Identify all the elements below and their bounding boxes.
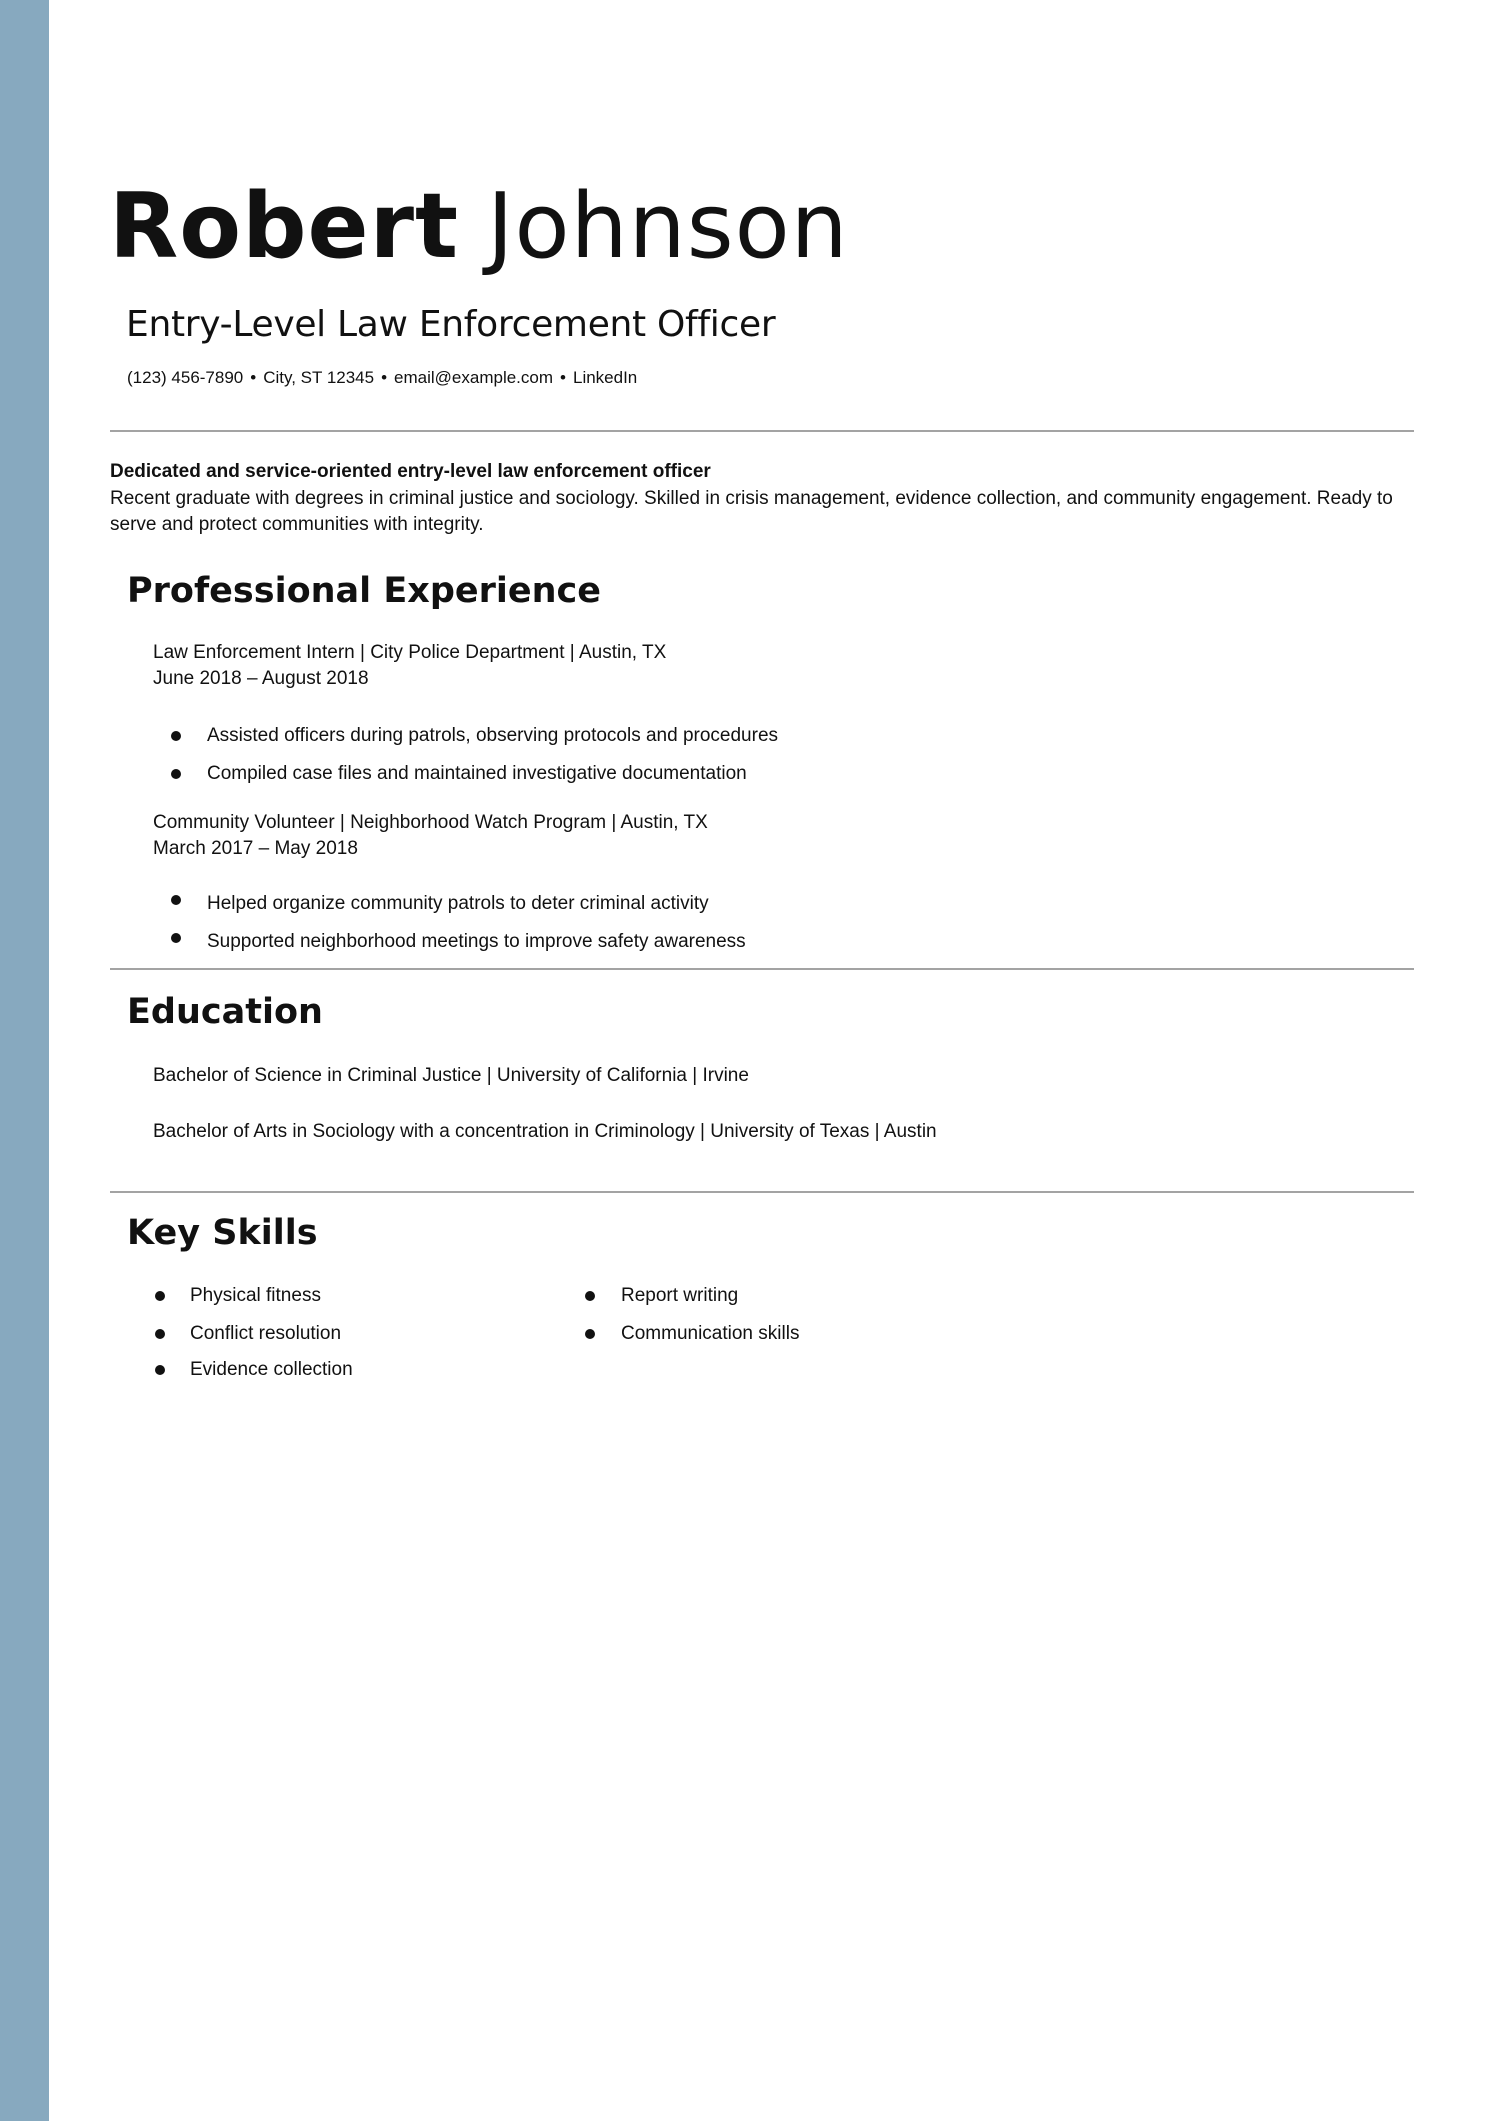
contact-email[interactable]: email@example.com (394, 368, 554, 387)
education-entry: Bachelor of Science in Criminal Justice | University of California | Irvine (153, 1065, 749, 1086)
job-bullet: Compiled case files and maintained investigative documentation (207, 763, 747, 784)
contact-separator: • (381, 368, 388, 387)
divider (110, 1191, 1414, 1193)
education-heading: Education (127, 992, 323, 1032)
divider (110, 430, 1414, 432)
bullet-icon (585, 1329, 595, 1339)
skill-item: Report writing (621, 1285, 739, 1306)
candidate-name (109, 172, 849, 282)
summary (110, 459, 1410, 539)
job-bullet: Assisted officers during patrols, observing protocols and procedures (207, 725, 779, 746)
contact-separator: • (250, 368, 257, 387)
contact-separator: • (560, 368, 566, 387)
skill-item: Physical fitness (190, 1285, 321, 1306)
bullet-icon (155, 1365, 165, 1375)
contact-linkedin[interactable]: LinkedIn (572, 368, 638, 387)
skill-item: Evidence collection (190, 1359, 353, 1380)
bullet-icon (171, 769, 181, 779)
job-title: Entry-Level Law Enforcement Officer (126, 304, 776, 345)
bullet-icon (585, 1291, 595, 1301)
education-entry: Bachelor of Arts in Sociology with a concentration in Criminology | University of Texas | Austin (153, 1121, 937, 1142)
contact-line (127, 367, 637, 389)
bullet-icon (171, 731, 181, 741)
contact-phone: (123) 456-7890 (127, 368, 244, 387)
divider (110, 968, 1414, 970)
summary-lead: Dedicated and service-oriented entry-level law enforcement officer (110, 461, 711, 482)
skill-item: Communication skills (621, 1323, 800, 1344)
bullet-icon (155, 1329, 165, 1339)
job-bullet: Supported neighborhood meetings to improve safety awareness (207, 931, 746, 952)
job-dates: March 2017 – May 2018 (153, 838, 358, 859)
summary-body: Recent graduate with degrees in criminal justice and sociology. Skilled in crisis management, evidence collection, and community engagement. Ready to serve and protect communities with integrity. (110, 487, 1393, 535)
last-name: Johnson (487, 174, 849, 279)
job-bullet: Helped organize community patrols to deter criminal activity (207, 893, 709, 914)
skills-heading: Key Skills (127, 1213, 318, 1253)
experience-heading: Professional Experience (127, 571, 602, 611)
bullet-icon (171, 895, 181, 905)
first-name: Robert (109, 174, 460, 279)
job-title-line: Community Volunteer | Neighborhood Watch Program | Austin, TX (153, 812, 708, 833)
bullet-icon (155, 1291, 165, 1301)
job-dates: June 2018 – August 2018 (153, 668, 369, 689)
job-title-line: Law Enforcement Intern | City Police Department | Austin, TX (153, 642, 667, 663)
sidebar-accent-bar (0, 0, 49, 2121)
skill-item: Conflict resolution (190, 1323, 342, 1344)
bullet-icon (171, 933, 181, 943)
contact-location: City, ST 12345 (263, 368, 375, 387)
